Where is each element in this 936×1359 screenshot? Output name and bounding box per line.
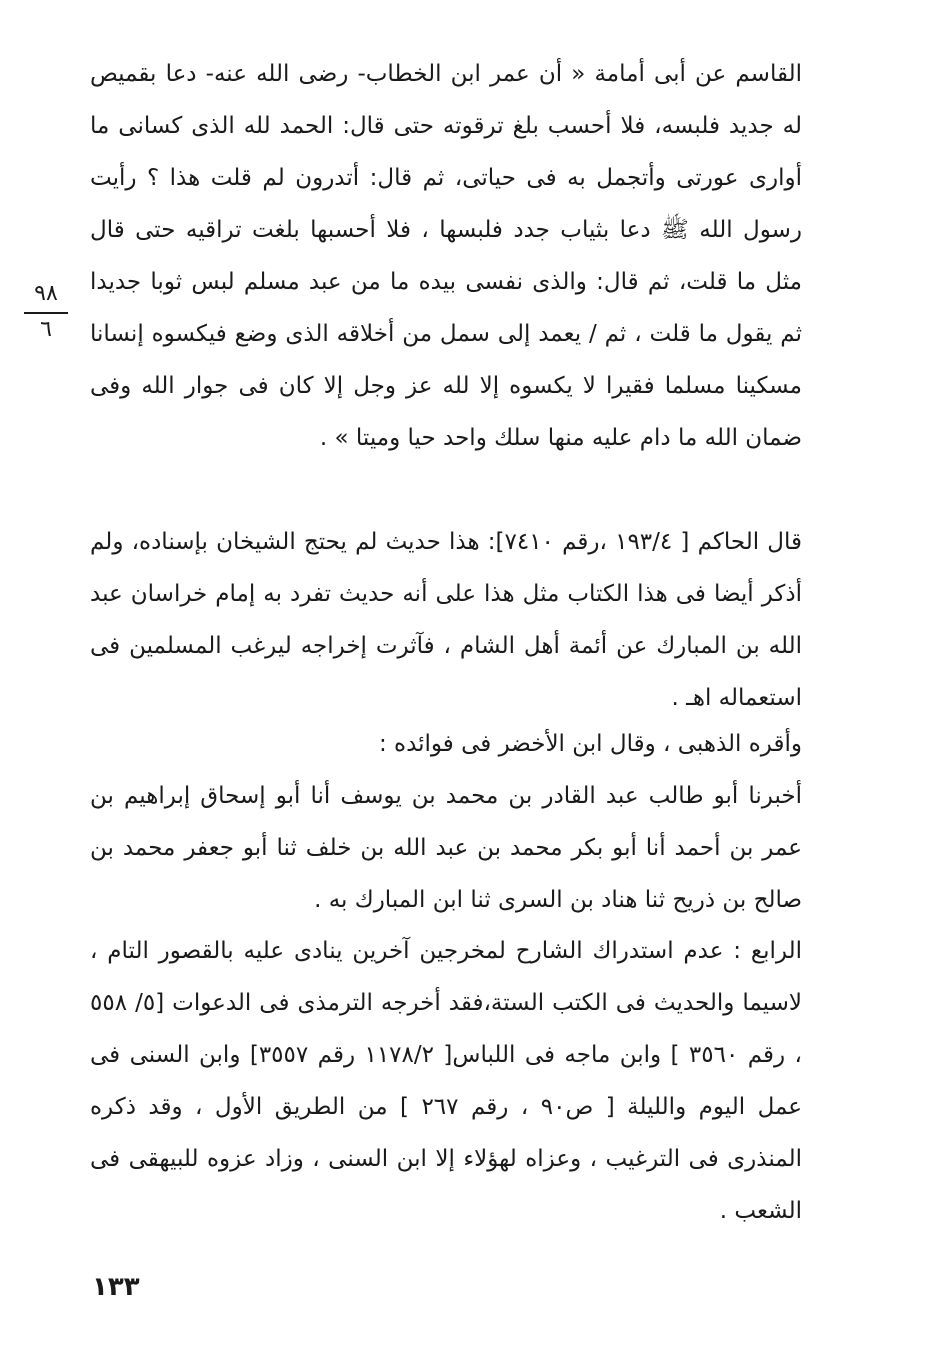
paragraph-isnad-chain: [90, 770, 802, 926]
paragraph-text: أخبرنا أبو طالب عبد القادر بن محمد بن يوسف أنا أبو إسحاق إبراهيم بن عمر بن أحمد أنا أبو بكر محمد بن عبد الله بن خلف ثنا أبو جعفر محمد بن صالح بن ذريح ثنا هناد بن السرى ثنا ابن المبارك به .: [90, 783, 802, 913]
paragraph-text: الرابع : عدم استدراك الشارح لمخرجين آخرين ينادى عليه بالقصور التام ، لاسيما والحديث فى الكتب الستة،فقد أخرجه الترمذى فى الدعوات [٥/ ٥٥٨ ، رقم ٣٥٦٠ ] وابن ماجه فى اللباس[ ١١٧٨/٢ رقم ٣٥٥٧] وابن السنى فى عمل اليوم والليلة [ ص٩٠ ، رقم ٢٦٧ ] من الطريق الأول ، وقد ذكره المنذرى فى الترغيب ، وعزاه لهؤلاء إلا ابن السنى ، وزاد عزوه للبيهقى فى الشعب .: [90, 938, 803, 1224]
paragraph-hadith-text: [90, 48, 802, 464]
margin-reference: [24, 280, 68, 344]
paragraph-text: القاسم عن أبى أمامة « أن عمر ابن الخطاب- رضى الله عنه- دعا بقميص له جديد فلبسه، فلا أحسب بلغ ترقوته حتى قال: الحمد لله الذى كسانى ما أوارى عورتى وأتجمل به فى حياتى، ثم قال: أتدرون لم قلت هذا ؟ رأيت رسول الله ﷺ دعا بثياب جدد فلبسها ، فلا أحسبها بلغت تراقيه حتى قال مثل ما قلت، ثم قال: والذى نفسى بيده ما من عبد مسلم لبس ثوبا جديدا ثم يقول ما قلت ، ثم / يعمد إلى سمل من أخلاقه الذى وضع فيكسوه إنسانا مسكينا مسلما فقيرا لا يكسوه إلا لله عز وجل إلا كان فى جوار الله وفى ضمان الله ما دام عليه منها سلك واحد حيا وميتا » .: [90, 61, 802, 451]
paragraph-text: قال الحاكم [ ١٩٣/٤ ،رقم ٧٤١٠]: هذا حديث لم يحتج الشيخان بإسناده، ولم أذكر أيضا فى هذا الكتاب مثل هذا على أنه حديث تفرد به إمام خراسان عبد الله بن المبارك عن أئمة أهل الشام ، فآثرت إخراجه ليرغب المسلمين فى استعماله اهـ .: [90, 529, 802, 711]
margin-reference-bottom: ٦: [40, 317, 52, 342]
paragraph-fourth-point: [90, 925, 802, 1237]
margin-reference-rule: [24, 312, 68, 314]
paragraph-text: وأقره الذهبى ، وقال ابن الأخضر فى فوائده :: [378, 731, 802, 757]
page-number: ١٣٣: [92, 1272, 140, 1302]
paragraph-hakim-comment: [90, 516, 802, 724]
margin-reference-top: ٩٨: [34, 281, 58, 306]
paragraph-dhahabi-note: [90, 718, 802, 770]
